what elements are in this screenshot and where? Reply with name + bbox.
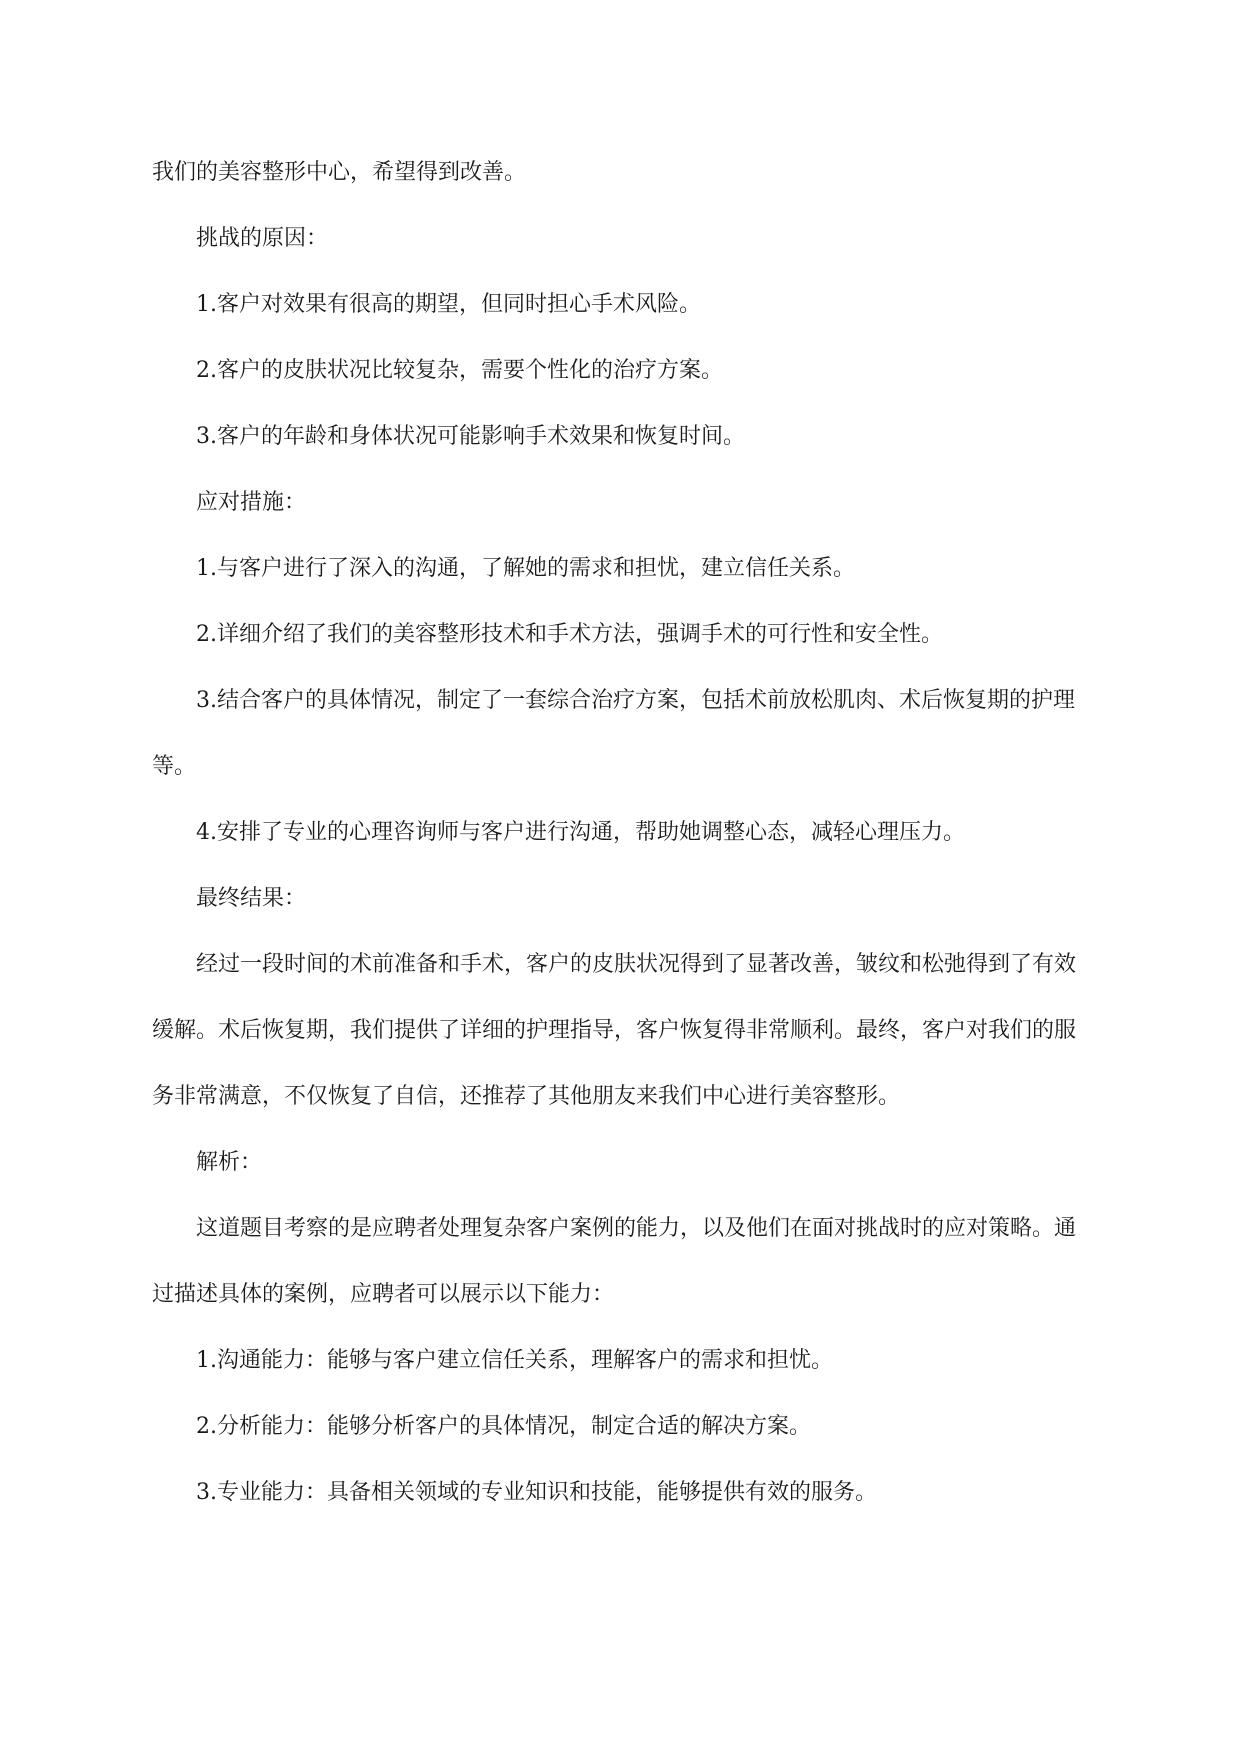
paragraph-final-result: 经过一段时间的术前准备和手术，客户的皮肤状况得到了显著改善，皱纹和松弛得到了有效缓解。术后恢复期，我们提供了详细的护理指导，客户恢复得非常顺利。最终，客户对我们的服务非常满意，不仅恢复了自信，还推荐了其他朋友来我们中心进行美容整形。 [152,952,1077,1109]
list-item-measure-2: 2.详细介绍了我们的美容整形技术和手术方法，强调手术的可行性和安全性。 [196,622,943,647]
paragraph-continuation: 我们的美容整形中心，希望得到改善。 [152,160,527,185]
list-item-measure-1: 1.与客户进行了深入的沟通，了解她的需求和担忧，建立信任关系。 [196,556,855,581]
list-item-ability-3: 3.专业能力：具备相关领域的专业知识和技能，能够提供有效的服务。 [196,1480,877,1505]
paragraph-analysis: 这道题目考察的是应聘者处理复杂客户案例的能力，以及他们在面对挑战时的应对策略。通过描述具体的案例，应聘者可以展示以下能力： [152,1216,1077,1307]
heading-measures: 应对措施： [196,490,307,515]
heading-analysis: 解析： [196,1150,263,1175]
list-item-reason-2: 2.客户的皮肤状况比较复杂，需要个性化的治疗方案。 [196,358,723,383]
heading-challenge-reasons: 挑战的原因： [196,226,329,251]
document-page [152,140,1092,1526]
list-item-reason-3: 3.客户的年龄和身体状况可能影响手术效果和恢复时间。 [196,424,745,449]
list-item-measure-3: 3.结合客户的具体情况，制定了一套综合治疗方案，包括术前放松肌肉、术后恢复期的护理等。 [152,688,1075,779]
list-item-ability-1: 1.沟通能力：能够与客户建立信任关系，理解客户的需求和担忧。 [196,1348,833,1373]
heading-final-result: 最终结果： [196,886,307,911]
list-item-reason-1: 1.客户对效果有很高的期望，但同时担心手术风险。 [196,292,701,317]
list-item-measure-4: 4.安排了专业的心理咨询师与客户进行沟通，帮助她调整心态，减轻心理压力。 [196,820,965,845]
list-item-ability-2: 2.分析能力：能够分析客户的具体情况，制定合适的解决方案。 [196,1414,811,1439]
